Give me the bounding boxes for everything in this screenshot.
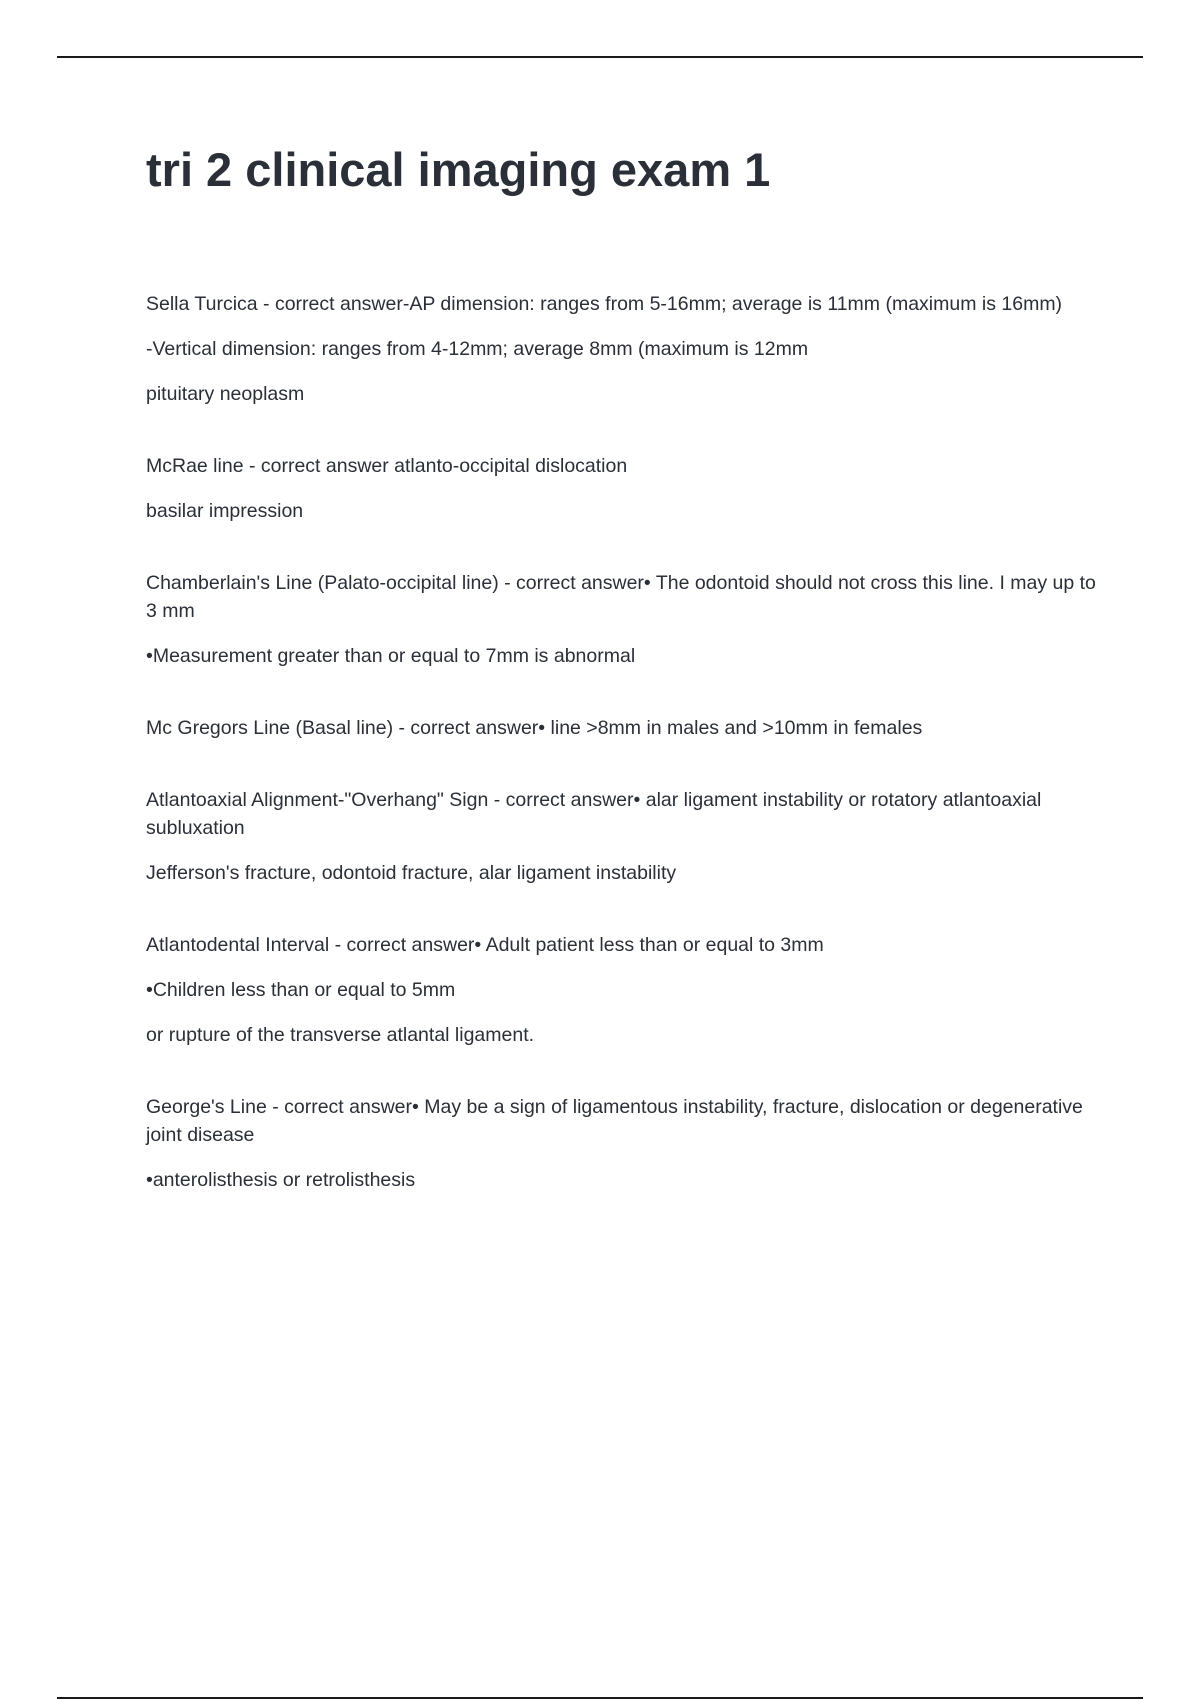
entry-paragraph: •Children less than or equal to 5mm <box>146 979 456 1001</box>
entry-paragraph: George's Line - correct answer• May be a sign of ligamentous instability, fracture, dislocation or degenerative joint disease <box>146 1096 1083 1146</box>
entry-paragraph: Mc Gregors Line (Basal line) - correct answer• line >8mm in males and >10mm in females <box>146 717 923 739</box>
entry-sella-turcica <box>146 290 1096 408</box>
entry-paragraph: or rupture of the transverse atlantal ligament. <box>146 1024 535 1046</box>
entry-atlantodental-interval <box>146 931 1096 1049</box>
entry-paragraph: -Vertical dimension: ranges from 4-12mm; average 8mm (maximum is 12mm <box>146 338 809 360</box>
entry-atlantoaxial-alignment <box>146 786 1096 887</box>
entry-paragraph: pituitary neoplasm <box>146 383 305 405</box>
entry-paragraph: McRae line - correct answer atlanto-occipital dislocation <box>146 455 628 477</box>
entry-mcrae-line <box>146 452 1096 525</box>
footer-rule <box>57 1697 1143 1699</box>
header-rule <box>57 56 1143 58</box>
entry-list <box>146 290 1096 1238</box>
entry-georges-line <box>146 1093 1096 1194</box>
entry-paragraph: •anterolisthesis or retrolisthesis <box>146 1169 416 1191</box>
entry-paragraph: Atlantoaxial Alignment-"Overhang" Sign - correct answer• alar ligament instability or rotatory atlantoaxial subluxation <box>146 789 1042 839</box>
entry-paragraph: Chamberlain's Line (Palato-occipital line) - correct answer• The odontoid should not cross this line. I may up to 3 mm <box>146 572 1096 622</box>
entry-chamberlains-line <box>146 569 1096 670</box>
entry-paragraph: Atlantodental Interval - correct answer• Adult patient less than or equal to 3mm <box>146 934 824 956</box>
page-title: tri 2 clinical imaging exam 1 <box>146 143 771 196</box>
entry-paragraph: Jefferson's fracture, odontoid fracture, alar ligament instability <box>146 862 677 884</box>
entry-paragraph: Sella Turcica - correct answer-AP dimension: ranges from 5-16mm; average is 11mm (maximum is 16mm) <box>146 293 1063 315</box>
entry-mcgregors-line <box>146 714 1096 742</box>
entry-paragraph: •Measurement greater than or equal to 7mm is abnormal <box>146 645 636 667</box>
entry-paragraph: basilar impression <box>146 500 304 522</box>
